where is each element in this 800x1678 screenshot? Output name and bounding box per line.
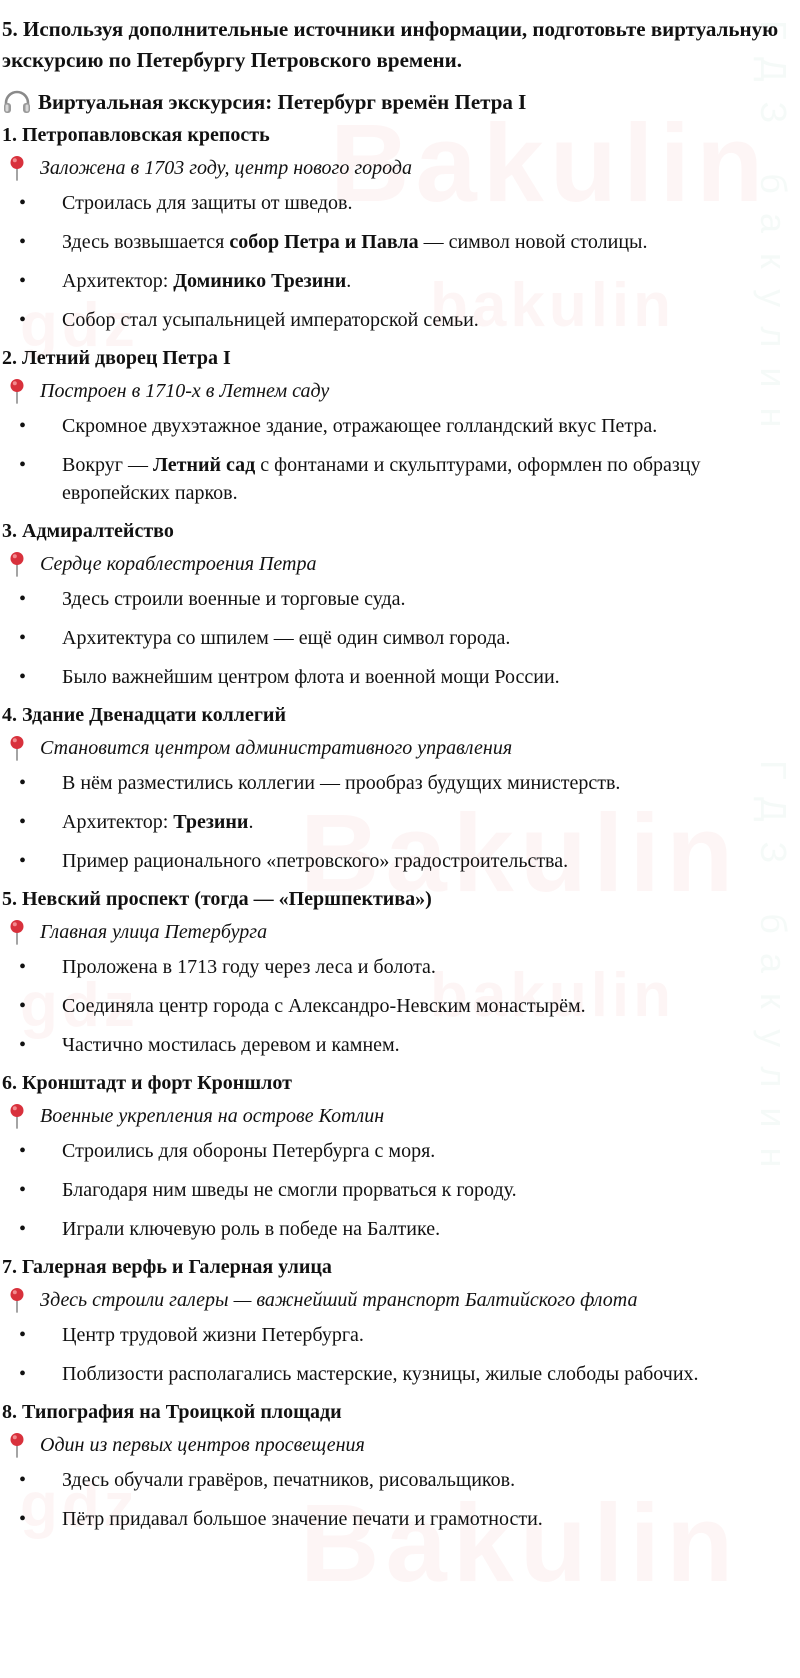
list-item xyxy=(2,1321,782,1349)
item-text: Поблизости располагались мастерские, кузницы, жилые слободы рабочих. xyxy=(62,1363,699,1385)
item-text: Пример рационального «петровского» градостроительства. xyxy=(62,850,569,872)
list-item xyxy=(2,306,782,334)
list-item xyxy=(2,228,782,256)
bullet-list xyxy=(2,1137,782,1243)
list-item xyxy=(2,1031,782,1059)
list-item xyxy=(2,1360,782,1388)
headphones-icon xyxy=(2,90,32,114)
bullet-list xyxy=(2,1321,782,1388)
list-item xyxy=(2,1176,782,1204)
section-subtitle: Здесь строили галеры — важнейший транспорт Балтийского флота xyxy=(40,1289,638,1311)
bullet-list xyxy=(2,585,782,691)
section-block xyxy=(2,345,782,507)
section-title: 4. Здание Двенадцати коллегий xyxy=(2,704,286,726)
bullet-list xyxy=(2,412,782,507)
section-subtitle: Военные укрепления на острове Котлин xyxy=(40,1105,385,1127)
section-subtitle: Становится центром административного управления xyxy=(40,737,513,759)
list-item xyxy=(2,189,782,217)
list-item xyxy=(2,847,782,875)
item-text: Благодаря ним шведы не смогли прорваться к городу. xyxy=(62,1179,517,1201)
item-text: Архитектура со шпилем — ещё один символ города. xyxy=(62,627,511,649)
item-text: В нём разместились коллегии — прообраз будущих министерств. xyxy=(62,772,621,794)
item-text: Архитектор: xyxy=(62,811,174,833)
item-text: Пётр придавал большое значение печати и грамотности. xyxy=(62,1508,543,1530)
section-title: 8. Типография на Троицкой площади xyxy=(2,1401,342,1423)
section-block xyxy=(2,1399,782,1533)
item-bold-text: собор Петра и Павла xyxy=(229,231,419,253)
pushpin-icon xyxy=(6,735,28,761)
item-bold-text: Доминико Трезини xyxy=(173,270,347,292)
list-item xyxy=(2,585,782,613)
section-block xyxy=(2,1070,782,1243)
section-title: 6. Кронштадт и форт Кроншлот xyxy=(2,1072,292,1094)
item-text-tail: с фонтанами и скульптурами, оформлен по образцу европейских парков. xyxy=(62,454,701,504)
section-subtitle-row xyxy=(2,735,782,761)
item-text: Здесь строили военные и торговые суда. xyxy=(62,588,406,610)
pushpin-icon xyxy=(6,1103,28,1129)
watermark-side: ГДЗ бакулин xyxy=(753,760,794,1188)
list-item xyxy=(2,451,782,507)
section-subtitle-row xyxy=(2,1432,782,1458)
item-text-tail: — символ новой столицы. xyxy=(418,231,648,253)
section-block xyxy=(2,518,782,691)
item-text: Проложена в 1713 году через леса и болота. xyxy=(62,956,436,978)
list-item xyxy=(2,1505,782,1533)
list-item xyxy=(2,267,782,295)
list-item xyxy=(2,1466,782,1494)
list-item xyxy=(2,953,782,981)
item-text: Строилась для защиты от шведов. xyxy=(62,192,353,214)
item-text-tail: . xyxy=(346,270,352,292)
watermark-side: ГДЗ бакулин xyxy=(753,20,794,448)
section-subtitle-row xyxy=(2,155,782,181)
bullet-list xyxy=(2,953,782,1059)
list-item xyxy=(2,412,782,440)
section-subtitle: Заложена в 1703 году, центр нового города xyxy=(40,157,413,179)
list-item xyxy=(2,624,782,652)
pushpin-icon xyxy=(6,1287,28,1313)
item-text: Играли ключевую роль в победе на Балтике. xyxy=(62,1218,441,1240)
item-text: Строились для обороны Петербурга с моря. xyxy=(62,1140,436,1162)
item-text: Архитектор: xyxy=(62,270,174,292)
section-block xyxy=(2,886,782,1059)
task-statement: 5. Используя дополнительные источники информации, подготовьте виртуальную экскурсию по Петербургу Петровского времени. xyxy=(2,17,779,72)
pushpin-icon xyxy=(6,1432,28,1458)
section-title: 7. Галерная верфь и Галерная улица xyxy=(2,1256,332,1278)
item-text: Собор стал усыпальницей императорской семьи. xyxy=(62,309,479,331)
section-subtitle: Один из первых центров просвещения xyxy=(40,1434,365,1456)
list-item xyxy=(2,1137,782,1165)
item-text: Центр трудовой жизни Петербурга. xyxy=(62,1324,364,1346)
section-title: 5. Невский проспект (тогда — «Першпектива») xyxy=(2,888,432,910)
pushpin-icon xyxy=(6,378,28,404)
list-item xyxy=(2,769,782,797)
section-title: 1. Петропавловская крепость xyxy=(2,124,270,146)
section-subtitle-row xyxy=(2,1287,782,1313)
item-text: Скромное двухэтажное здание, отражающее голландский вкус Петра. xyxy=(62,415,658,437)
section-block xyxy=(2,122,782,334)
item-bold-text: Летний сад xyxy=(153,454,256,476)
section-subtitle-row xyxy=(2,551,782,577)
item-text: Соединяла центр города с Александро-Невским монастырём. xyxy=(62,995,586,1017)
section-block xyxy=(2,1254,782,1388)
item-text: Было важнейшим центром флота и военной мощи России. xyxy=(62,666,560,688)
bullet-list xyxy=(2,769,782,875)
item-text: Частично мостилась деревом и камнем. xyxy=(62,1034,400,1056)
tour-heading xyxy=(2,88,782,116)
list-item xyxy=(2,663,782,691)
section-subtitle: Главная улица Петербурга xyxy=(40,921,268,943)
list-item xyxy=(2,992,782,1020)
section-subtitle-row xyxy=(2,378,782,404)
item-text: Здесь возвышается xyxy=(62,231,230,253)
tour-title: Виртуальная экскурсия: Петербург времён Петра I xyxy=(38,90,527,114)
section-block xyxy=(2,702,782,875)
pushpin-icon xyxy=(6,155,28,181)
section-subtitle-row xyxy=(2,1103,782,1129)
item-text-tail: . xyxy=(248,811,254,833)
bullet-list xyxy=(2,189,782,334)
section-subtitle: Построен в 1710-х в Летнем саду xyxy=(40,380,330,402)
bullet-list xyxy=(2,1466,782,1533)
item-text: Вокруг — xyxy=(62,454,153,476)
section-subtitle: Сердце кораблестроения Петра xyxy=(40,553,317,575)
pushpin-icon xyxy=(6,551,28,577)
item-bold-text: Трезини xyxy=(173,811,249,833)
section-title: 2. Летний дворец Петра I xyxy=(2,347,231,369)
list-item xyxy=(2,808,782,836)
section-subtitle-row xyxy=(2,919,782,945)
list-item xyxy=(2,1215,782,1243)
item-text: Здесь обучали гравёров, печатников, рисовальщиков. xyxy=(62,1469,516,1491)
section-title: 3. Адмиралтейство xyxy=(2,520,174,542)
pushpin-icon xyxy=(6,919,28,945)
sections-container xyxy=(2,122,782,1533)
